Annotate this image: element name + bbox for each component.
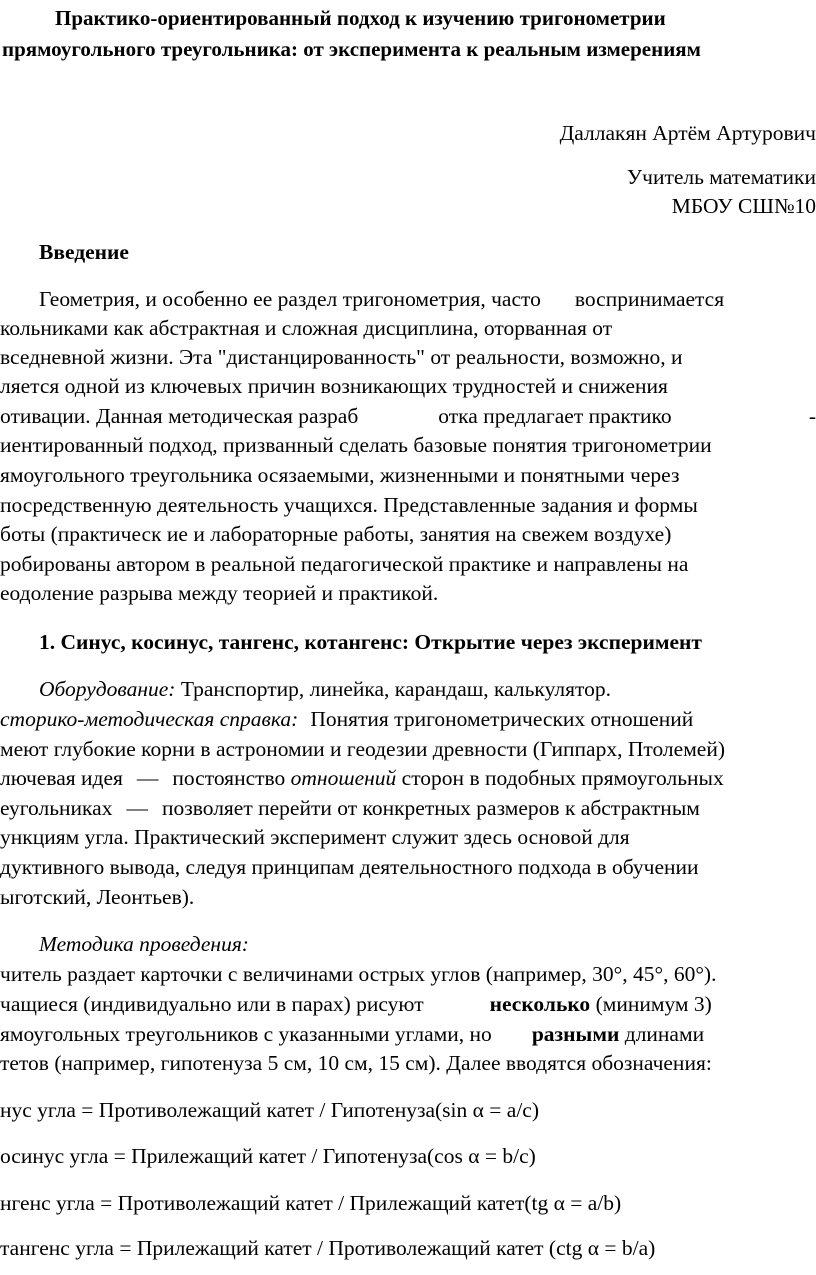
intro-line: отивации. Данная методическая разраб отка предлагает практико - (0, 404, 816, 428)
author-name: Даллакян Артём Артурович (559, 121, 816, 145)
formula-tg: нгенс угла = Противолежащий катет / Прилежащий катет(tg α = a/b) (0, 1191, 622, 1215)
intro-line: еодоление разрыва между теорией и практикой. (0, 581, 439, 605)
formula-ctg: тангенс угла = Прилежащий катет / Противолежащий катет (ctg α = b/a) (0, 1236, 656, 1260)
intro-line: робированы автором в реальной педагогической практике и направлены на (0, 552, 689, 576)
intro-line: иентированный подход, призванный сделать базовые понятия тригонометрии (0, 433, 712, 457)
intro-line: посредственную деятельность учащихся. Представленные задания и формы (0, 493, 698, 517)
section-1-heading: 1. Синус, косинус, тангенс, котангенс: Открытие через эксперимент (39, 630, 702, 654)
key-idea-line: лючевая идея — постоянство отношений сторон в подобных прямоугольных (0, 766, 724, 790)
method-line: ямоугольных треугольников с указанными углами, но разными длинами (0, 1022, 705, 1046)
intro-line: ляется одной из ключевых причин возникающих трудностей и снижения (0, 374, 668, 398)
author-school: МБОУ СШ№10 (671, 194, 816, 218)
reference-line: ункциям угла. Практический эксперимент служит здесь основой для (0, 825, 630, 849)
doc-title-line-1: Практико-ориентированный подход к изучению тригонометрии (55, 6, 666, 30)
formula-cos: осинус угла = Прилежащий катет / Гипотенуза(cos α = b/c) (0, 1144, 536, 1168)
method-line: чащиеся (индивидуально или в парах) рисуют несколько (минимум 3) (0, 992, 712, 1016)
intro-line: ямоугольного треугольника осязаемыми, жизненными и понятными через (0, 463, 680, 487)
reference-label: сторико-методическая справка: (0, 707, 299, 731)
reference-line: сторико-методическая справка: Понятия тригонометрических отношений (0, 707, 694, 731)
doc-title-line-2: прямоугольного треугольника: от эксперимента к реальным измерениям (2, 37, 701, 61)
method-line: читель раздает карточки с величинами острых углов (например, 30°, 45°, 60°). (0, 962, 717, 986)
author-position: Учитель математики (626, 165, 816, 189)
equipment-line: Оборудование: Транспортир, линейка, карандаш, калькулятор. (39, 677, 611, 701)
reference-line: ыготский, Леонтьев). (0, 885, 195, 909)
formula-sin: нус угла = Противолежащий катет / Гипотенуза(sin α = a/c) (0, 1098, 539, 1122)
intro-heading: Введение (39, 240, 129, 264)
reference-line: меют глубокие корни в астрономии и геодезии древности (Гиппарх, Птолемей) (0, 737, 726, 761)
intro-line: кольниками как абстрактная и сложная дисциплина, оторванная от (0, 316, 613, 340)
equipment-label: Оборудование: (39, 677, 176, 701)
triangles-line: еугольниках — позволяет перейти от конкретных размеров к абстрактным (0, 796, 700, 820)
method-label: Методика проведения: (39, 932, 249, 956)
intro-line: вседневной жизни. Эта "дистанцированность" от реальности, возможно, и (0, 345, 683, 369)
reference-line: дуктивного вывода, следуя принципам деятельностного подхода в обучении (0, 855, 699, 879)
intro-line: боты (практическ ие и лабораторные работы, занятия на свежем воздухе) (0, 522, 672, 546)
method-line: тетов (например, гипотенуза 5 см, 10 см, 15 см). Далее вводятся обозначения: (0, 1051, 712, 1075)
intro-line: Геометрия, и особенно ее раздел тригонометрия, часто воспринимается (39, 287, 725, 311)
